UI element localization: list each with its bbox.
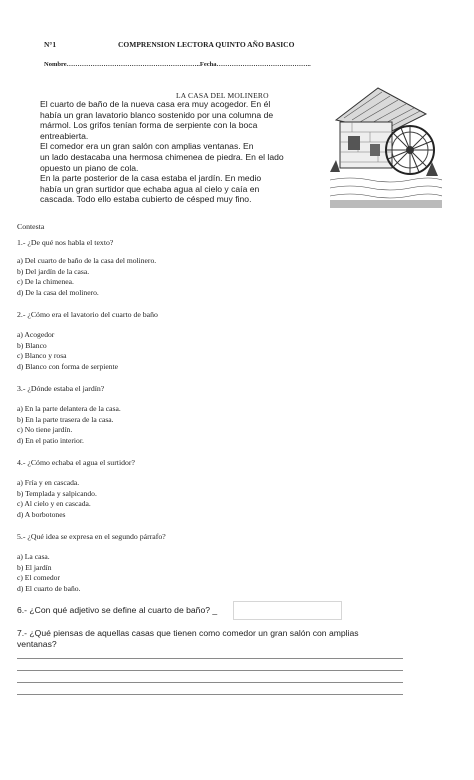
option-a[interactable]: a) Acogedor <box>17 330 55 339</box>
option-c[interactable]: c) No tiene jardín. <box>17 425 73 435</box>
story-line: En la parte posterior de la casa estaba el jardín. En medio <box>40 173 262 184</box>
question-6: 6.- ¿Con qué adjetivo se define al cuarto de baño? _ <box>17 605 218 615</box>
watermill-icon <box>330 80 442 208</box>
question-5: 5.- ¿Qué idea se expresa en el segundo párrafo? <box>17 532 166 541</box>
story-text <box>40 99 284 205</box>
name-date-line: Nombre……………………………………………………..Fecha…………………………………….. <box>44 61 311 68</box>
question-6-answer-field[interactable] <box>233 601 342 620</box>
question-2-options <box>17 330 118 372</box>
option-b[interactable]: b) En la parte trasera de la casa. <box>17 414 114 424</box>
question-3: 3.- ¿Dónde estaba el jardín? <box>17 384 105 393</box>
question-4-options <box>17 478 97 520</box>
answer-line[interactable] <box>17 670 403 671</box>
option-c[interactable]: c) De la chimenea. <box>17 277 74 287</box>
question-4: 4.- ¿Cómo echaba el agua el surtidor? <box>17 458 135 467</box>
question-1: 1.- ¿De qué nos habla el texto? <box>17 238 114 247</box>
option-b[interactable]: b) Del jardín de la casa. <box>17 266 90 276</box>
question-3-options <box>17 404 121 446</box>
story-line: opuesto un piano de cola. <box>40 162 139 173</box>
contesta-label: Contesta <box>17 222 45 231</box>
question-1-options <box>17 256 156 298</box>
option-c[interactable]: c) El comedor <box>17 573 61 583</box>
option-b[interactable]: b) Templada y salpicando. <box>17 488 97 498</box>
option-a[interactable]: a) Fría y en cascada. <box>17 478 80 487</box>
option-d[interactable]: d) De la casa del molinero. <box>17 287 99 297</box>
option-b[interactable]: b) Blanco <box>17 340 47 350</box>
option-a[interactable]: a) Del cuarto de baño de la casa del molinero. <box>17 256 157 265</box>
story-line: mármol. Los grifos tenían forma de serpiente con la boca <box>40 120 258 131</box>
story-line: un lado destacaba una hermosa chimenea de piedra. En el lado <box>40 151 284 162</box>
story-line: El comedor era un gran salón con amplias ventanas. En <box>40 141 254 152</box>
watermill-sketch-image <box>330 80 442 208</box>
question-2: 2.- ¿Cómo era el lavatorio del cuarto de baño <box>17 310 158 319</box>
option-a[interactable]: a) La casa. <box>17 552 50 561</box>
story-line: entreabierta. <box>40 130 89 141</box>
option-c[interactable]: c) Al cielo y en cascada. <box>17 499 91 509</box>
option-c[interactable]: c) Blanco y rosa <box>17 351 67 361</box>
option-d[interactable]: d) Blanco con forma de serpiente <box>17 361 118 371</box>
story-line: cascada. Todo ello estaba cubierto de césped muy fino. <box>40 194 252 205</box>
question-7-line-1: 7.- ¿Qué piensas de aquellas casas que tienen como comedor un gran salón con amplias <box>17 628 359 638</box>
question-5-options <box>17 552 80 594</box>
answer-line[interactable] <box>17 658 403 659</box>
answer-line[interactable] <box>17 682 403 683</box>
worksheet-number: N°1 <box>44 40 57 49</box>
option-d[interactable]: d) En el patio interior. <box>17 435 84 445</box>
story-line: El cuarto de baño de la nueva casa era muy acogedor. En él <box>40 99 271 109</box>
option-d[interactable]: d) El cuarto de baño. <box>17 583 81 593</box>
option-d[interactable]: d) A borbotones <box>17 509 66 519</box>
story-title: LA CASA DEL MOLINERO <box>176 91 269 100</box>
story-line: había un gran surtidor que echaba agua al cielo y caía en <box>40 183 260 194</box>
option-a[interactable]: a) En la parte delantera de la casa. <box>17 404 121 413</box>
answer-line[interactable] <box>17 694 403 695</box>
question-7-line-2: ventanas? <box>17 639 57 649</box>
worksheet-title: COMPRENSION LECTORA QUINTO AÑO BASICO <box>118 40 295 49</box>
option-b[interactable]: b) El jardín <box>17 562 52 572</box>
story-line: había un gran lavatorio blanco sostenido por una columna de <box>40 109 274 120</box>
